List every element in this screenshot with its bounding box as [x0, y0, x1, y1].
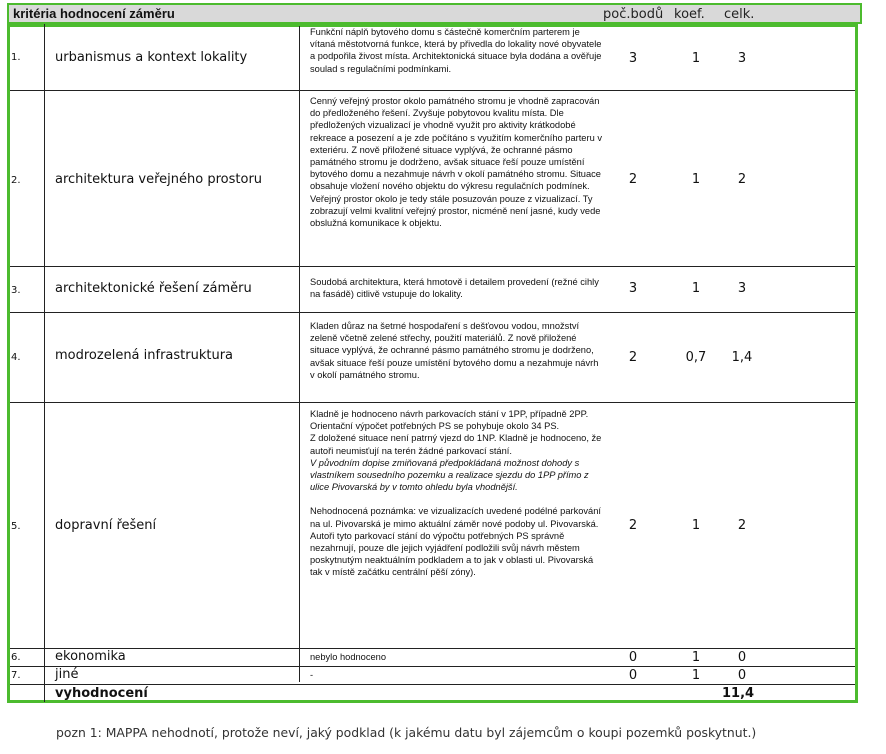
table-row	[10, 403, 855, 649]
total-value: 0	[737, 668, 747, 683]
description-paragraph: Kladen důraz na šetrné hospodaření s dešťovou vodou, množství zeleně včetně zelené střechy, použití materiálů. Z nově přiložené situace vyplývá, že ochranné pásmo památného stromu je dodrženo, avšak situace řeší pouze umístění bytového domu a nezahmuje návrh v okolí památného stromu.	[310, 321, 599, 380]
criterion-description	[310, 320, 602, 381]
points-value: 0	[628, 650, 638, 665]
table-row	[10, 267, 855, 313]
row-number: 5.	[11, 521, 21, 532]
row-number: 3.	[11, 285, 21, 296]
coef-value: 1	[691, 518, 701, 533]
total-value: 2	[737, 518, 747, 533]
coef-value: 1	[691, 172, 701, 187]
criterion-label: urbanismus a kontext lokality	[55, 50, 248, 65]
points-value: 0	[628, 668, 638, 683]
description-paragraph: Z doložené situace není patrný vjezd do 1NP. Kladně je hodnoceno, že autoři neumisťují na terén žádné parkovací stání.	[310, 433, 602, 456]
criterion-label: jiné	[55, 667, 79, 682]
total-value: 2	[737, 172, 747, 187]
criterion-description	[310, 408, 602, 579]
row-number: 1.	[11, 52, 21, 63]
description-paragraph: V původním dopise zmiňovaná předpokládaná možnost dohody s vlastníkem sousedního pozemku a realizace sjezdu do 1PP přímo z ulice Pivovarská by v tomto ohledu byla vhodnější.	[310, 457, 589, 493]
table-row	[10, 313, 855, 403]
coef-value: 1	[691, 281, 701, 296]
coef-value: 1	[691, 51, 701, 66]
total-value: 0	[737, 650, 747, 665]
criterion-description	[310, 95, 602, 229]
table-header	[7, 3, 862, 24]
total-value: 1,4	[731, 350, 753, 365]
row-number: 4.	[11, 352, 21, 363]
header-total: celk.	[724, 7, 755, 22]
description-paragraph: Nehodnocená poznámka: ve vizualizacích uvedené podélné parkování na ul. Pivovarská je mimo aktuální záměr nové podoby ul. Pivovarská. Autoři tyto parkovací stání do výpočtu potřebných PS správně nezahrnují, pouze dle jejich vyjádření podložili svůj návrh městem poskytnutým neaktuálním podkladem a to jak v oblasti ul. Pivovarská tak v místě začátku centrální pěší zóny).	[310, 506, 601, 578]
criterion-label: ekonomika	[55, 649, 126, 664]
criterion-label: architektonické řešení záměru	[55, 281, 252, 296]
description-paragraph: Funkční náplň bytového domu s částečně komerčním parterem je vítaná městotvorná funkce, která by přivedla do lokality nové obyvatele a podpořila živost místa. Architektonická situace byla dodána a ověřuje soulad s regulačními podmínkami.	[310, 27, 602, 74]
coef-value: 0,7	[685, 350, 707, 365]
coef-value: 1	[691, 650, 701, 665]
summary-divider	[10, 684, 855, 685]
total-value: 3	[737, 51, 747, 66]
row-number: 2.	[11, 175, 21, 186]
table-row	[10, 26, 855, 91]
criterion-description	[310, 26, 602, 75]
description-paragraph: Soudobá architektura, která hmotově i detailem provedení (režné cihly na fasádě) citlivě vstupuje do lokality.	[310, 277, 599, 300]
description-paragraph: Kladně je hodnoceno návrh parkovacích stání v 1PP, případně 2PP. Orientační výpočet potřebných PS se pohybuje okolo 34 PS.	[310, 409, 589, 432]
points-value: 2	[628, 518, 638, 533]
criterion-description	[310, 276, 602, 300]
criterion-label: dopravní řešení	[55, 518, 157, 533]
criterion-label: architektura veřejného prostoru	[55, 172, 263, 187]
row-number: 7.	[11, 670, 21, 681]
points-value: 3	[628, 51, 638, 66]
criterion-label: modrozelená infrastruktura	[55, 348, 234, 363]
criterion-description	[310, 651, 602, 663]
total-value: 3	[737, 281, 747, 296]
criterion-description	[310, 669, 602, 681]
footnote: pozn 1: MAPPA nehodnotí, protože neví, jaký podklad (k jakému datu byl zájemcům o koupi pozemků poskytnut.)	[56, 725, 757, 740]
row-number: 6.	[11, 652, 21, 663]
table-row	[10, 649, 855, 667]
coef-value: 1	[691, 668, 701, 683]
description-paragraph: Cenný veřejný prostor okolo památného stromu je vhodně zapracován do předloženého řešení. Zvyšuje pobytovou kvalitu místa. Dle předložených vizualizací je vhodně využit pro aktivity krátkodobé rekreace a posezení a je zde počítáno s využitím komerčního parteru v exteriéru. Z nově přiložené situace vyplývá, že ochranné pásmo památného stromu je dodrženo, avšak situace řeší pouze umístění bytového domu a nezahmuje návrh v okolí památného stromu. Situace obsahuje vložení nového objektu do výkresu regulačních podmínek. Veřejný prostor okolo je tedy stále posuzován pouze z vizualizací. Ty zobrazují velmi kvalitní veřejný prostor, nicméně není jasné, kudy vede obslužná komunikace k objektu.	[310, 96, 602, 229]
summary-value: 11,4	[722, 686, 755, 701]
points-value: 2	[628, 350, 638, 365]
header-coef: koef.	[674, 7, 705, 22]
description-paragraph: nebylo hodnoceno	[310, 652, 386, 662]
description-paragraph: -	[310, 670, 314, 680]
points-value: 2	[628, 172, 638, 187]
table-row	[10, 91, 855, 267]
header-points: poč.bodů	[603, 7, 664, 22]
description-divider	[299, 26, 300, 682]
header-title: kritéria hodnocení záměru	[13, 6, 175, 21]
table-row	[10, 667, 855, 685]
summary-label: vyhodnocení	[55, 686, 148, 701]
points-value: 3	[628, 281, 638, 296]
